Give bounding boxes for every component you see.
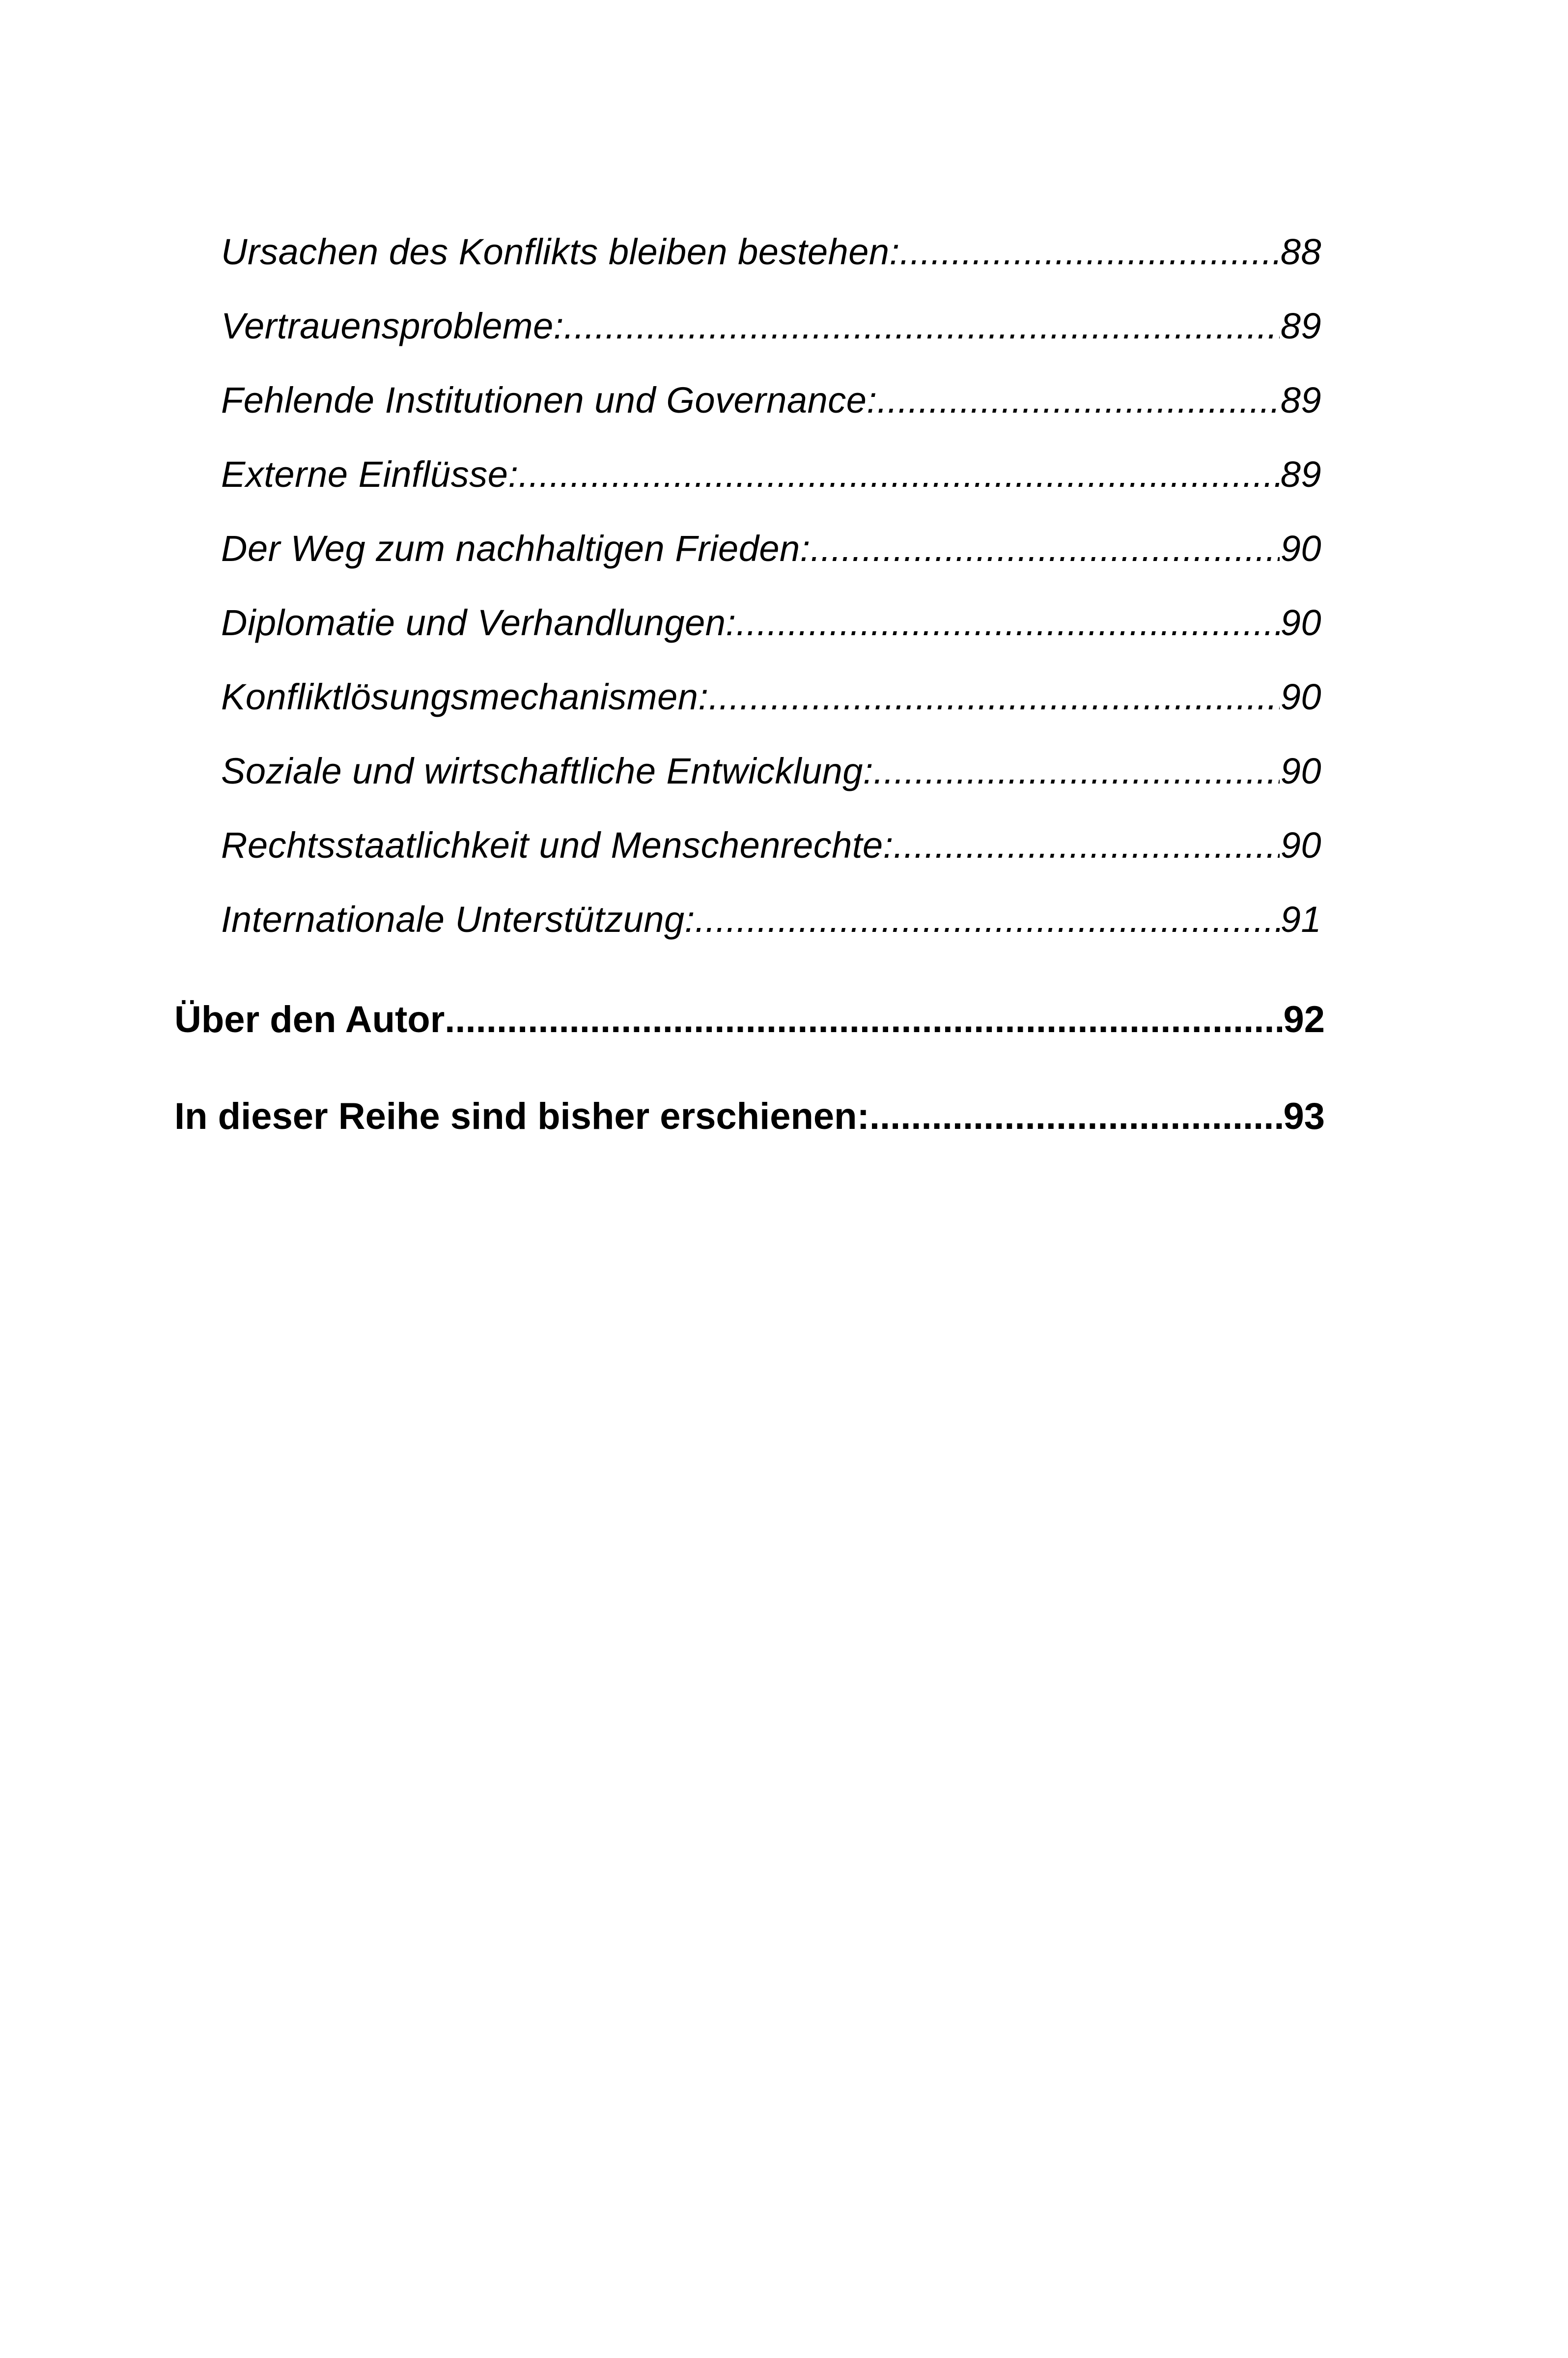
toc-page-number: 91 xyxy=(1280,899,1321,940)
toc-dot-leader xyxy=(869,1095,1283,1138)
toc-page-number: 89 xyxy=(1280,306,1321,346)
toc-chapter-entry[interactable] xyxy=(174,1095,1325,1138)
toc-entry-title: Soziale und wirtschaftliche Entwicklung: xyxy=(221,751,873,791)
toc-page-number: 89 xyxy=(1280,380,1321,421)
toc-entry-title: Rechtsstaatlichkeit und Menschenrechte: xyxy=(221,825,894,866)
toc-dot-leader xyxy=(708,676,1279,718)
toc-entry-title: Konfliktlösungsmechanismen: xyxy=(221,676,709,717)
toc-entry[interactable] xyxy=(221,602,1321,644)
toc-entry[interactable] xyxy=(221,379,1321,421)
toc-entry-title: Internationale Unterstützung: xyxy=(221,899,695,940)
toc-dot-leader xyxy=(811,528,1280,569)
toc-entry[interactable] xyxy=(221,824,1321,866)
toc-entry-title: Vertrauensprobleme: xyxy=(221,306,564,346)
toc-entry[interactable] xyxy=(221,305,1321,347)
toc-entry[interactable] xyxy=(221,453,1321,495)
toc-chapter-title: In dieser Reihe sind bisher erschienen: xyxy=(174,1095,869,1137)
toc-dot-leader xyxy=(900,231,1280,273)
toc-page-number: 88 xyxy=(1280,231,1321,272)
toc-page-number: 93 xyxy=(1283,1095,1325,1137)
toc-chapter-entry[interactable] xyxy=(174,998,1325,1041)
toc-page-number: 90 xyxy=(1280,825,1321,866)
toc-dot-leader xyxy=(877,379,1279,421)
toc-entry-title: Der Weg zum nachhaltigen Frieden: xyxy=(221,528,811,569)
toc-page-number: 90 xyxy=(1280,528,1321,569)
toc-dot-leader xyxy=(873,750,1280,792)
toc-page-number: 90 xyxy=(1280,602,1321,643)
toc-entry[interactable] xyxy=(221,750,1321,792)
toc-page-number: 90 xyxy=(1280,676,1321,717)
toc-chapter-title: Über den Autor xyxy=(174,999,445,1040)
toc-entry-title: Ursachen des Konflikts bleiben bestehen: xyxy=(221,231,900,272)
toc-entry-title: Externe Einflüsse: xyxy=(221,454,519,495)
toc-dot-leader xyxy=(518,453,1279,495)
toc-dot-leader xyxy=(695,898,1280,940)
toc-entry[interactable] xyxy=(221,528,1321,569)
toc-entry[interactable] xyxy=(221,898,1321,940)
toc-entry[interactable] xyxy=(221,231,1321,273)
toc-page-number: 89 xyxy=(1280,454,1321,495)
toc-entry-title: Fehlende Institutionen und Governance: xyxy=(221,380,877,421)
toc-entry-title: Diplomatie und Verhandlungen: xyxy=(221,602,736,643)
toc-dot-leader xyxy=(564,305,1280,347)
toc-page-number: 90 xyxy=(1280,751,1321,791)
toc-page-number: 92 xyxy=(1283,999,1325,1040)
toc-dot-leader xyxy=(894,824,1280,866)
toc-dot-leader xyxy=(736,602,1279,644)
toc-entry[interactable] xyxy=(221,676,1321,718)
toc-dot-leader xyxy=(445,998,1282,1041)
